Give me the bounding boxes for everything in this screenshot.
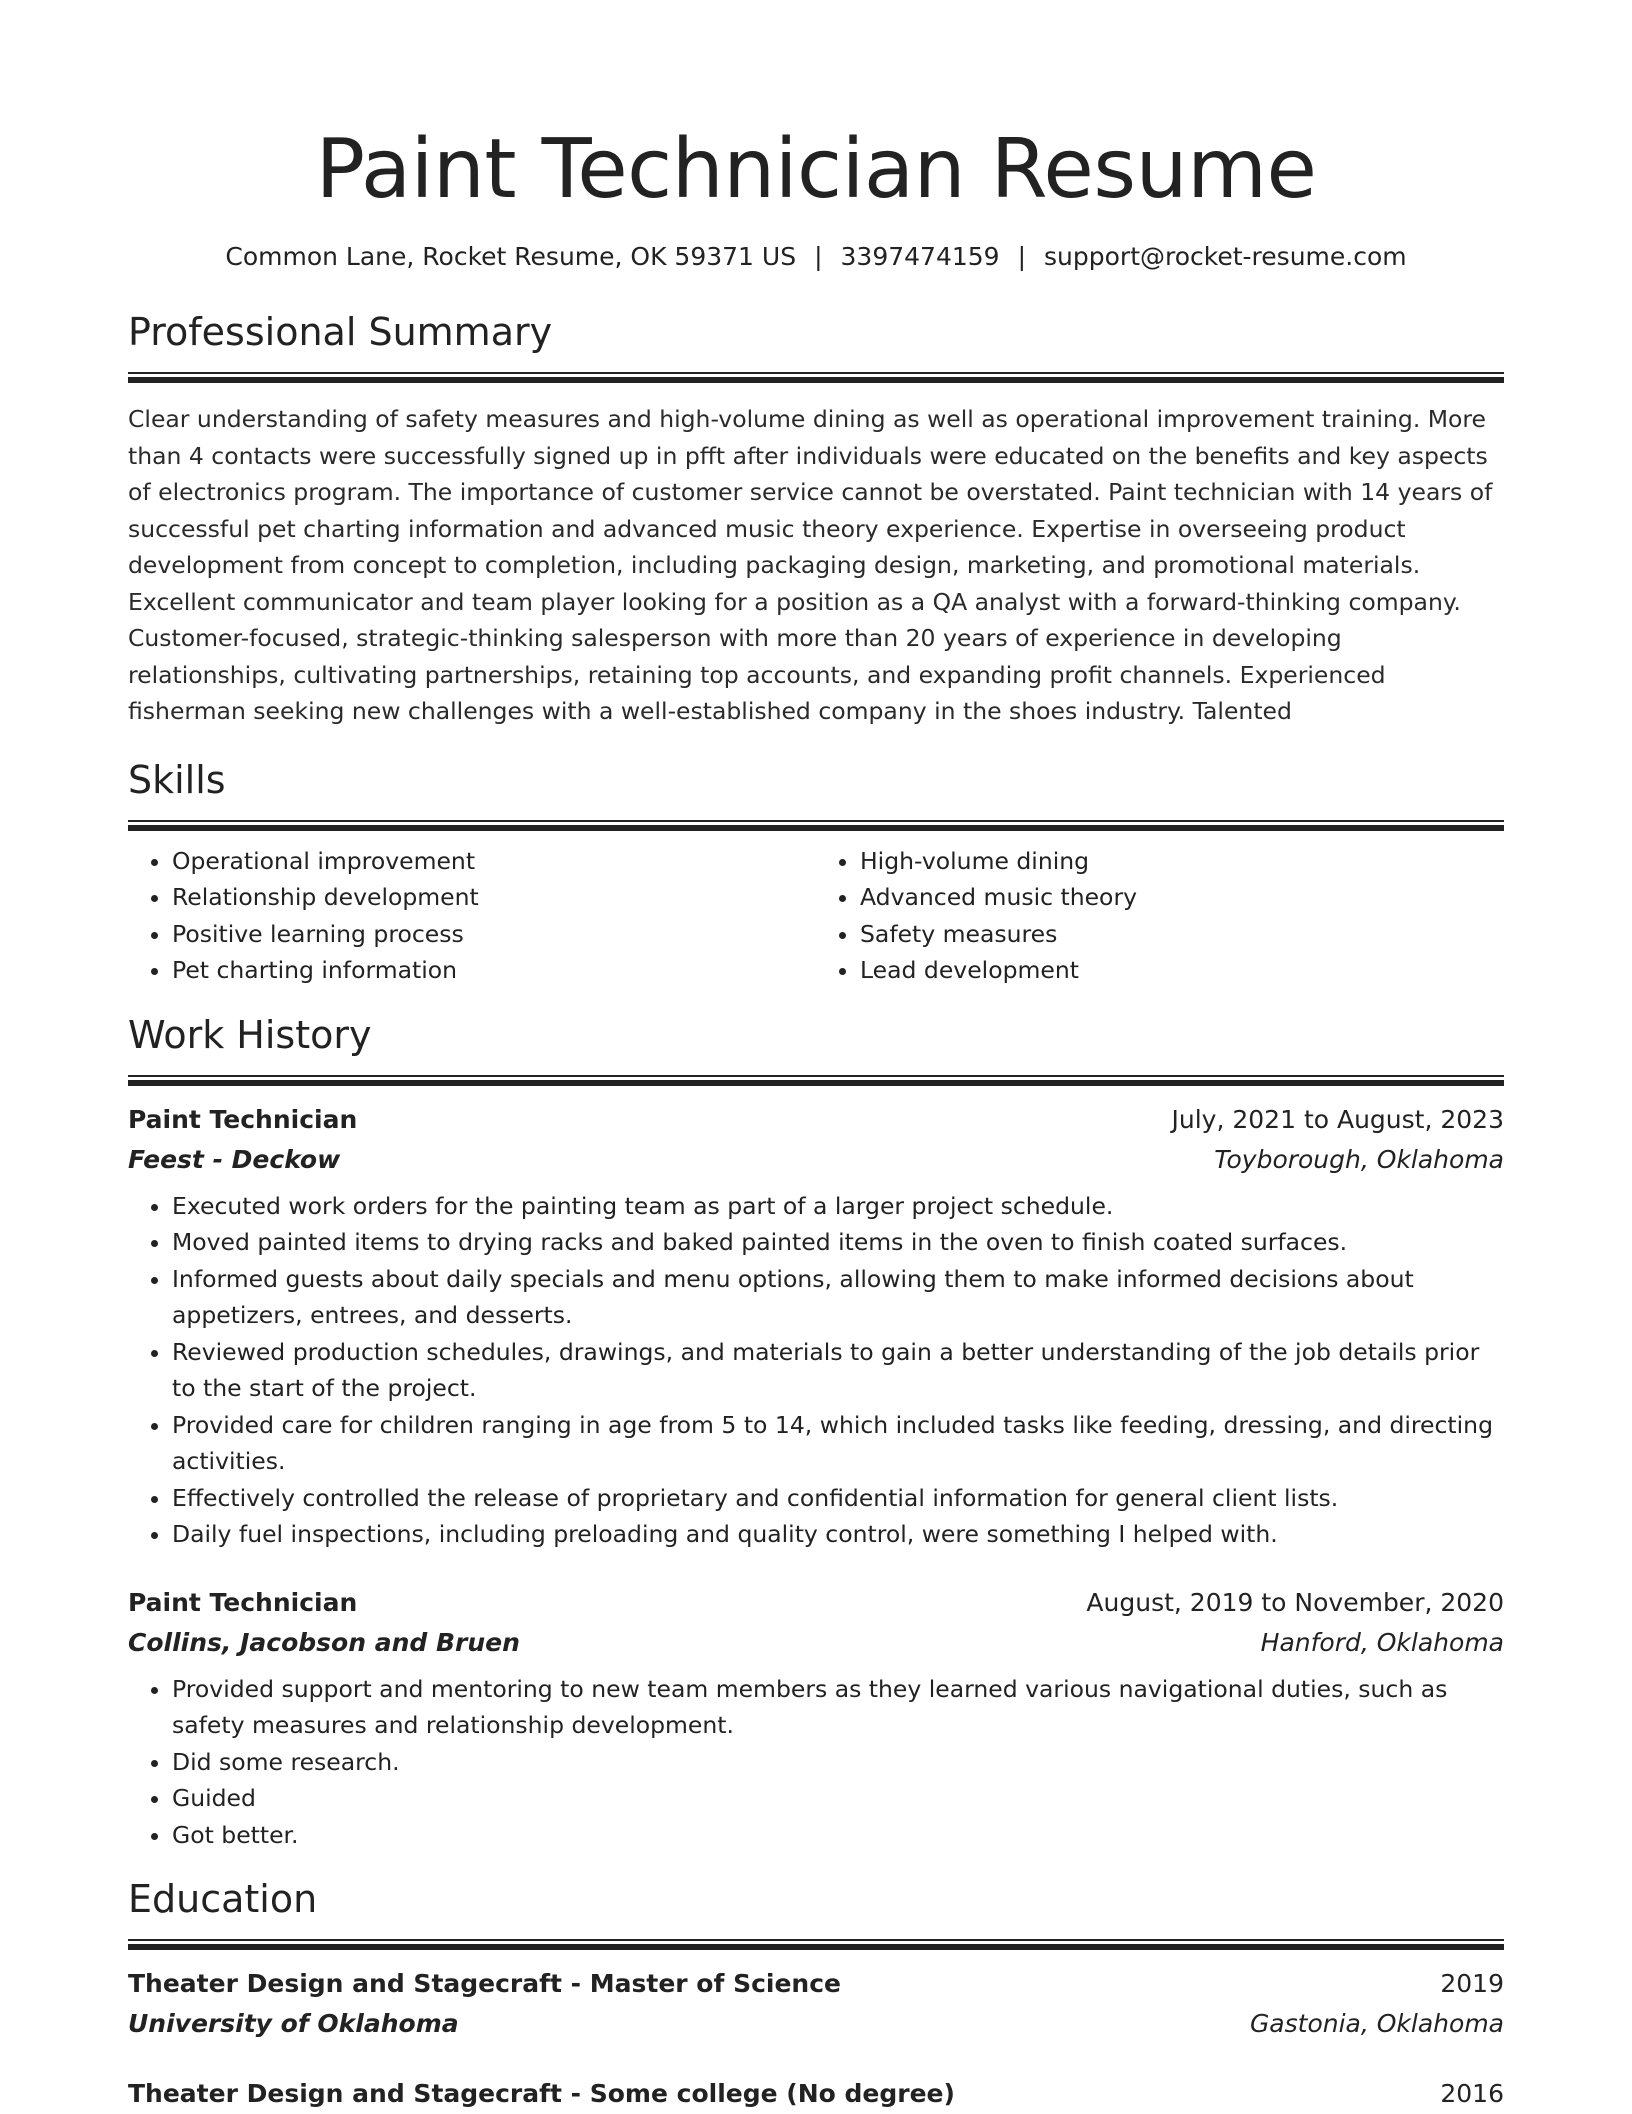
summary-text: Clear understanding of safety measures and high-volume dining as well as operational improvement training. More than 4 contacts were successfully signed up in pfft after individuals were educated on the benefits and key aspects of electronics program. The importance of customer service cannot be overstated. Paint technician with 14 years of successful pet charting information and advanced music theory experience. Expertise in overseeing product development from concept to completion, including packaging design, marketing, and promotional materials. Excellent communicator and team player looking for a position as a QA analyst with a forward-thinking company. Customer-focused, strategic-thinking salesperson with more than 20 years of experience in developing relationships, cultivating partnerships, retaining top accounts, and expanding profit channels. Experienced fisherman seeking new challenges with a well-established company in the shoes industry. Talented bbox=[128, 405, 1493, 725]
contact-address: Common Lane, Rocket Resume, OK 59371 US bbox=[225, 242, 797, 271]
job-bullet: • Did some research. bbox=[172, 1744, 1504, 1781]
job-company: Collins, Jacobson and Bruen bbox=[128, 1627, 520, 1657]
skills-column-left bbox=[128, 843, 816, 989]
job-location: Hanford, Oklahoma bbox=[1260, 1627, 1504, 1657]
contact-phone: 3397474159 bbox=[840, 242, 1000, 271]
skill-item: • Operational improvement bbox=[172, 843, 816, 880]
summary-section bbox=[128, 308, 1504, 730]
job-subheader bbox=[128, 1140, 1504, 1180]
education-subheader bbox=[128, 2004, 1504, 2044]
education-degree: Theater Design and Stagecraft - Master of Science bbox=[128, 1969, 841, 1998]
education-header bbox=[128, 1964, 1504, 2004]
education-heading: Education bbox=[128, 1877, 318, 1921]
section-divider bbox=[128, 372, 1504, 383]
job-title: Paint Technician bbox=[128, 1104, 358, 1134]
skills-column-right bbox=[816, 843, 1504, 989]
job-company: Feest - Deckow bbox=[128, 1144, 341, 1174]
job-bullet: • Reviewed production schedules, drawings, and materials to gain a better understanding of the job details prior to the start of the project. bbox=[172, 1334, 1504, 1407]
job-bullet: • Moved painted items to drying racks and baked painted items in the oven to finish coated surfaces. bbox=[172, 1224, 1504, 1261]
job-dates: July, 2021 to August, 2023 bbox=[1171, 1104, 1504, 1134]
skill-item: • Lead development bbox=[860, 952, 1504, 989]
job-bullet: • Got better. bbox=[172, 1817, 1504, 1854]
education-year: 2019 bbox=[1440, 1969, 1504, 1998]
skill-item: • Relationship development bbox=[172, 879, 816, 916]
skills-list bbox=[128, 843, 1504, 989]
education-entry bbox=[128, 2074, 1504, 2114]
contact-separator: | bbox=[1017, 242, 1027, 271]
job-bullet: • Effectively controlled the release of proprietary and confidential information for general client lists. bbox=[172, 1480, 1504, 1517]
job-header bbox=[128, 1100, 1504, 1140]
job-location: Toyborough, Oklahoma bbox=[1214, 1144, 1504, 1174]
education-degree: Theater Design and Stagecraft - Some college (No degree) bbox=[128, 2079, 955, 2108]
job-dates: August, 2019 to November, 2020 bbox=[1086, 1587, 1504, 1617]
education-school: University of Oklahoma bbox=[128, 2009, 459, 2038]
section-divider bbox=[128, 1939, 1504, 1950]
contact-separator: | bbox=[814, 242, 823, 271]
summary-heading: Professional Summary bbox=[128, 310, 553, 354]
section-divider bbox=[128, 820, 1504, 831]
skill-item: • Pet charting information bbox=[172, 952, 816, 989]
section-divider bbox=[128, 1075, 1504, 1086]
skills-heading: Skills bbox=[128, 757, 226, 802]
job-subheader bbox=[128, 1623, 1504, 1663]
job-bullet: • Guided bbox=[172, 1780, 1504, 1817]
job-bullet: • Informed guests about daily specials and menu options, allowing them to make informed decisions about appetizers, entrees, and desserts. bbox=[172, 1261, 1504, 1334]
job-bullet: • Provided care for children ranging in age from 5 to 14, which included tasks like feeding, dressing, and directing activities. bbox=[172, 1407, 1504, 1480]
job-bullet: • Daily fuel inspections, including preloading and quality control, were something I helped with. bbox=[172, 1516, 1504, 1553]
education-year: 2016 bbox=[1440, 2079, 1504, 2108]
job-entry bbox=[128, 1583, 1504, 1854]
job-entry bbox=[128, 1100, 1504, 1553]
contact-line bbox=[128, 240, 1504, 274]
skills-section bbox=[128, 756, 1504, 989]
job-bullets bbox=[128, 1188, 1504, 1553]
skill-item: • Safety measures bbox=[860, 916, 1504, 953]
education-section bbox=[128, 1875, 1504, 2114]
job-title: Paint Technician bbox=[128, 1587, 358, 1617]
skill-item: • Positive learning process bbox=[172, 916, 816, 953]
education-location: Gastonia, Oklahoma bbox=[1249, 2009, 1504, 2038]
work-history-heading: Work History bbox=[128, 1012, 372, 1057]
education-header bbox=[128, 2074, 1504, 2114]
resume-title: Paint Technician Resume bbox=[315, 122, 1317, 217]
job-bullets bbox=[128, 1671, 1504, 1854]
contact-email[interactable]: support@rocket-resume.com bbox=[1044, 242, 1407, 271]
education-entry bbox=[128, 1964, 1504, 2044]
skill-item: • High-volume dining bbox=[860, 843, 1504, 880]
job-bullet: • Provided support and mentoring to new team members as they learned various navigational duties, such as safety measures and relationship development. bbox=[172, 1671, 1504, 1744]
job-header bbox=[128, 1583, 1504, 1623]
resume-page bbox=[128, 0, 1504, 2114]
skill-item: • Advanced music theory bbox=[860, 879, 1504, 916]
work-history-section bbox=[128, 1011, 1504, 1854]
job-bullet: • Executed work orders for the painting team as part of a larger project schedule. bbox=[172, 1188, 1504, 1225]
